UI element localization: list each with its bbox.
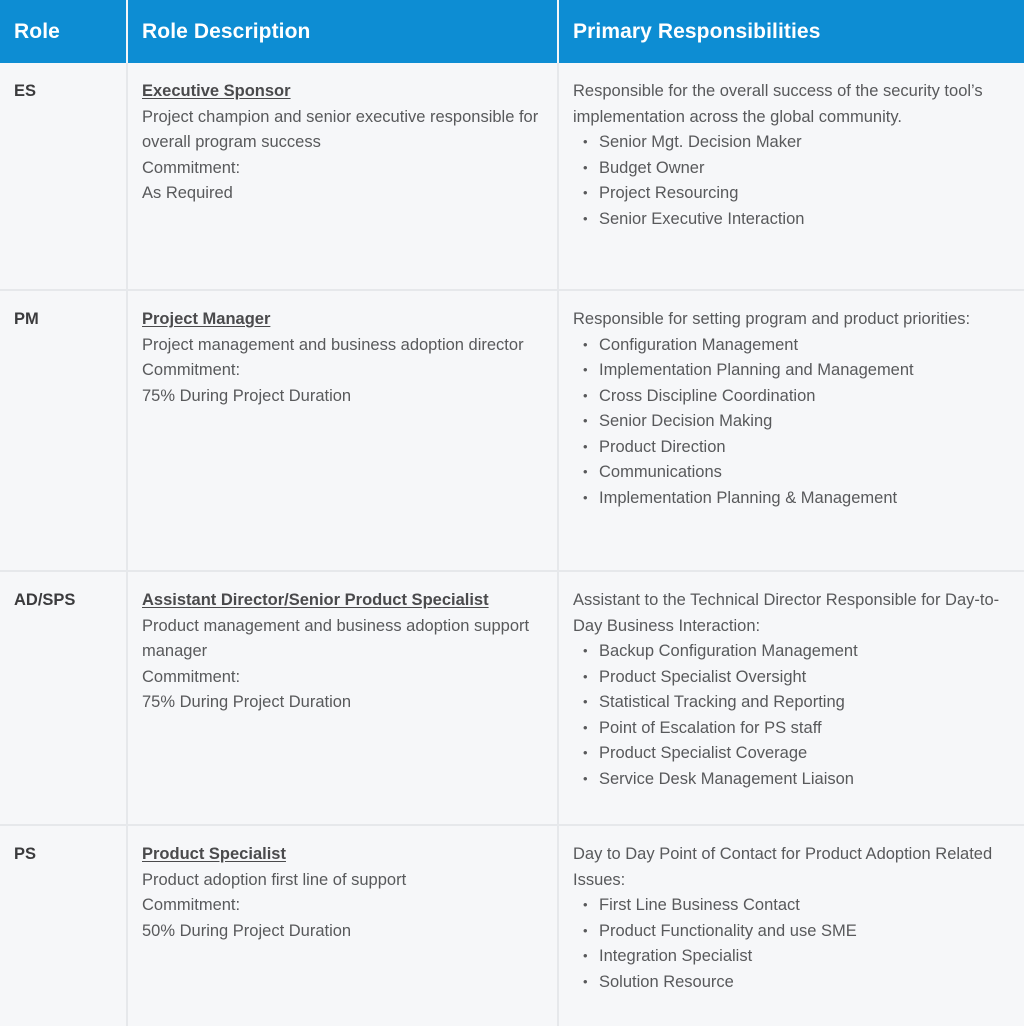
role-code-cell (0, 571, 127, 825)
responsibilities-intro: Assistant to the Technical Director Responsible for Day-to-Day Business Interaction: (573, 591, 1000, 635)
role-subtitle: Project champion and senior executive responsible for overall program success (142, 107, 539, 151)
table-header-row (0, 0, 1024, 63)
table-row (0, 290, 1024, 571)
responsibilities-intro: Responsible for setting program and product priorities: (573, 310, 971, 328)
commitment-label: Commitment: (142, 667, 241, 686)
commitment-block (142, 156, 547, 207)
commitment-value: 75% During Project Duration (142, 386, 352, 405)
responsibilities-intro: Responsible for the overall success of the security tool’s implementation across the global community. (573, 82, 983, 126)
table-row (0, 63, 1024, 290)
responsibility-item: • Project Resourcing (573, 181, 1014, 207)
role-subtitle: Project management and business adoption director (142, 335, 524, 354)
primary-responsibilities-cell (558, 63, 1024, 290)
responsibilities-list (573, 893, 1014, 995)
role-subtitle: Product management and business adoption support manager (142, 616, 530, 660)
responsibility-item: • Cross Discipline Coordination (573, 384, 1014, 410)
role-description-cell (127, 825, 558, 1026)
responsibility-item: • Implementation Planning & Management (573, 486, 1014, 512)
responsibilities-list (573, 333, 1014, 512)
responsibilities-list (573, 130, 1014, 232)
responsibility-item: • Service Desk Management Liaison (573, 767, 1014, 793)
table-header (0, 0, 1024, 63)
table-body (0, 63, 1024, 1026)
responsibility-item: • Product Direction (573, 435, 1014, 461)
responsibility-item: • Product Specialist Oversight (573, 665, 1014, 691)
primary-responsibilities-cell (558, 571, 1024, 825)
primary-responsibilities-cell (558, 825, 1024, 1026)
role-code: PM (14, 310, 39, 328)
responsibilities-list (573, 639, 1014, 792)
role-code-cell (0, 63, 127, 290)
responsibility-item: • Senior Decision Making (573, 409, 1014, 435)
role-title: Executive Sponsor (142, 82, 291, 100)
role-subtitle: Product adoption first line of support (142, 870, 407, 889)
responsibility-item: • Senior Mgt. Decision Maker (573, 130, 1014, 156)
commitment-label: Commitment: (142, 896, 241, 914)
responsibility-item: • Statistical Tracking and Reporting (573, 690, 1014, 716)
responsibility-item: • Backup Configuration Management (573, 639, 1014, 665)
commitment-block (142, 358, 547, 409)
role-title: Project Manager (142, 310, 271, 328)
role-code-cell (0, 290, 127, 571)
commitment-value: 75% During Project Duration (142, 693, 352, 711)
responsibility-item: • Product Functionality and use SME (573, 919, 1014, 945)
responsibility-item: • Implementation Planning and Management (573, 358, 1014, 384)
responsibility-item: • Senior Executive Interaction (573, 207, 1014, 233)
commitment-label: Commitment: (142, 361, 241, 379)
column-header-primary-responsibilities: Primary Responsibilities (558, 0, 1024, 63)
role-description-cell (127, 63, 558, 290)
responsibility-item: • Communications (573, 460, 1014, 486)
responsibility-item: • Solution Resource (573, 970, 1014, 996)
responsibility-item: • Budget Owner (573, 156, 1014, 182)
commitment-block (142, 893, 547, 944)
responsibility-item: • Configuration Management (573, 333, 1014, 359)
role-description-cell (127, 571, 558, 825)
role-code: AD/SPS (14, 591, 76, 609)
role-title: Product Specialist (142, 845, 286, 863)
responsibility-item: • Integration Specialist (573, 944, 1014, 970)
role-description-cell (127, 290, 558, 571)
commitment-value: As Required (142, 184, 233, 202)
table-row (0, 571, 1024, 825)
commitment-block (142, 665, 547, 716)
column-header-role: Role (0, 0, 127, 63)
responsibilities-intro: Day to Day Point of Contact for Product Adoption Related Issues: (573, 845, 993, 889)
role-code: PS (14, 845, 37, 863)
table-row (0, 825, 1024, 1026)
responsibility-item: • Product Specialist Coverage (573, 741, 1014, 767)
role-code: ES (14, 82, 37, 100)
commitment-value: 50% During Project Duration (142, 921, 352, 940)
commitment-label: Commitment: (142, 158, 241, 177)
responsibility-item: • First Line Business Contact (573, 893, 1014, 919)
role-title: Assistant Director/Senior Product Specialist (142, 591, 489, 609)
role-code-cell (0, 825, 127, 1026)
primary-responsibilities-cell (558, 290, 1024, 571)
column-header-role-description: Role Description (127, 0, 558, 63)
responsibility-item: • Point of Escalation for PS staff (573, 716, 1014, 742)
